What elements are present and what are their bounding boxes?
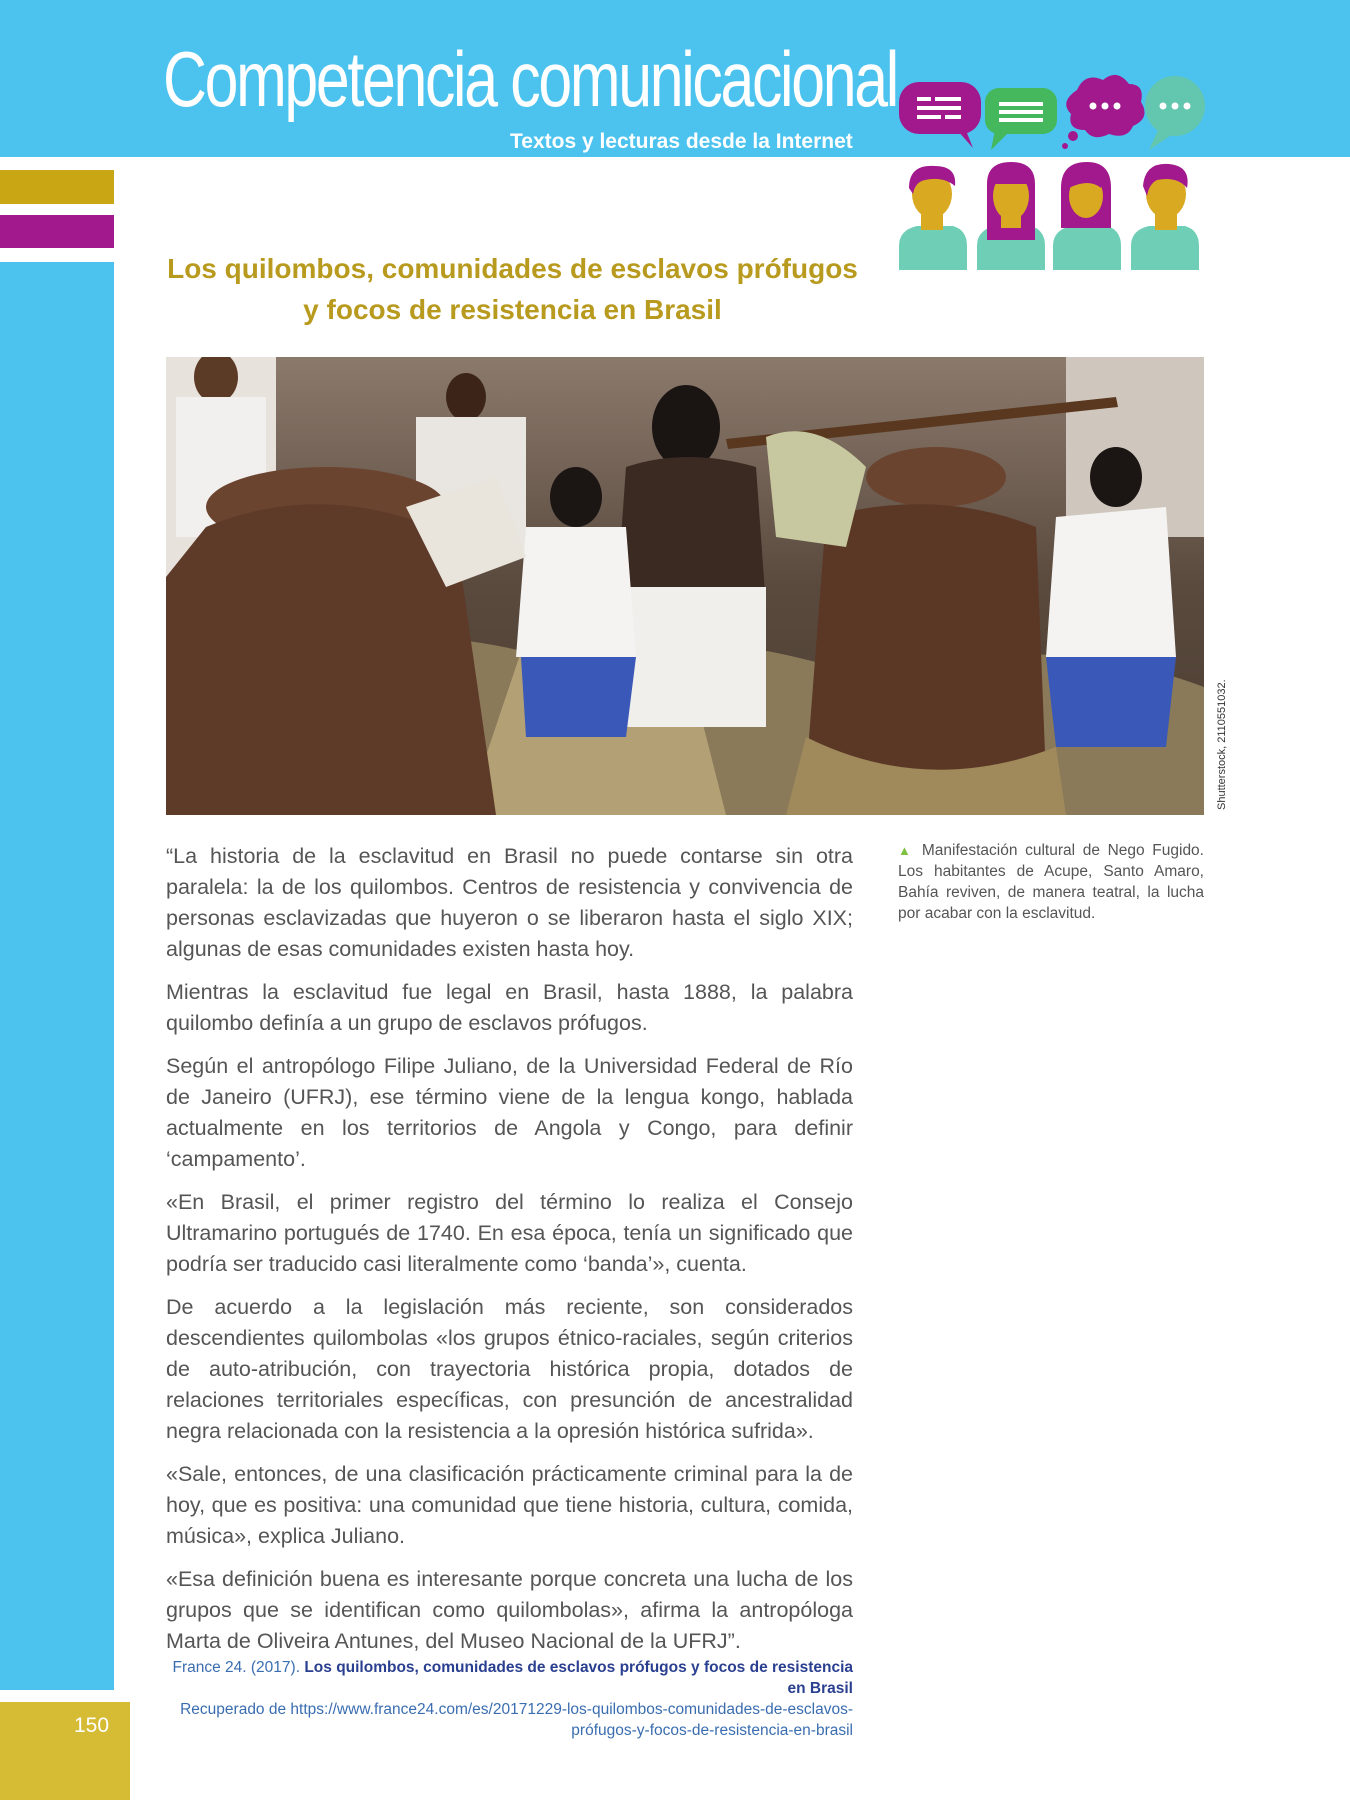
paragraph: Mientras la esclavitud fue legal en Brasil, hasta 1888, la palabra quilombo definía a un grupo de esclavos prófugos. xyxy=(166,980,853,1035)
section-title: Competencia comunicacional xyxy=(163,35,897,123)
chat-bubble-lines-icon xyxy=(899,82,981,148)
gold-stripe xyxy=(0,170,114,204)
triangle-icon: ▲ xyxy=(898,843,915,858)
paragraph: De acuerdo a la legislación más reciente, son considerados descendientes quilombolas «los grupos étnico-raciales, según criterios de auto-atribución, con trayectoria histórica propia, dotados de relaciones territoriales específicas, con presunción de ancestralidad negra relacionada con la resistencia a la opresión histórica sufrida». xyxy=(166,1295,853,1443)
paragraph: Según el antropólogo Filipe Juliano, de la Universidad Federal de Río de Janeiro (UFRJ), ese término viene de la lengua kongo, hablada actualmente en los territorios de Angola y Congo, para definir ‘campamento’. xyxy=(166,1054,853,1171)
chat-bubbles-illustration xyxy=(895,70,1210,155)
photo-credit: Shutterstock, 2110551032. xyxy=(1216,679,1228,810)
article-title: Los quilombos, comunidades de esclavos prófugos y focos de resistencia en Brasil xyxy=(167,253,858,325)
chat-bubble-lines-icon xyxy=(985,88,1057,150)
chat-bubble-dots-icon xyxy=(1062,75,1145,149)
purple-stripe xyxy=(0,215,114,248)
person-icon xyxy=(1053,162,1121,270)
paragraph: «Esa definición buena es interesante porque concreta una lucha de los grupos que se identifican como quilombolas», afirma la antropóloga Marta de Oliveira Antunes, del Museo Nacional de la UFRJ”. xyxy=(166,1567,853,1653)
caption-text: Manifestación cultural de Nego Fugido. Los habitantes de Acupe, Santo Amaro, Bahía reviven, de manera teatral, la lucha por acabar con la esclavitud. xyxy=(898,842,1204,922)
person-icon xyxy=(1131,164,1199,270)
page-number: 150 xyxy=(74,1714,110,1737)
citation-source: France 24. (2017). xyxy=(172,1659,301,1676)
person-icon xyxy=(977,162,1045,270)
section-subtitle: Textos y lecturas desde la Internet xyxy=(510,130,853,153)
citation-title: Los quilombos, comunidades de esclavos prófugos y focos de resistencia en Brasil xyxy=(304,1659,853,1697)
photo-nego-fugido xyxy=(166,357,1204,815)
citation xyxy=(166,1657,853,1741)
paragraph: “La historia de la esclavitud en Brasil no puede contarse sin otra paralela: la de los quilombos. Centros de resistencia y convivencia de personas esclavizadas que huyeron o se liberaron hasta el siglo XIX; algunas de esas comunidades existen hasta hoy. xyxy=(166,844,853,961)
people-illustration xyxy=(895,158,1210,270)
photo-caption xyxy=(898,840,1204,924)
footer-block xyxy=(0,1702,130,1800)
left-margin-bar xyxy=(0,262,114,1690)
chat-bubble-dots-icon xyxy=(1145,76,1205,150)
paragraph: «En Brasil, el primer registro del término lo realiza el Consejo Ultramarino portugués de 1740. En esa época, tenía un significado que podría ser traducido casi literalmente como ‘banda’», cuenta. xyxy=(166,1190,853,1276)
citation-link[interactable]: Recuperado de https://www.france24.com/es/20171229-los-quilombos-comunidades-de-esclavos-prófugos-y-focos-de-resistencia-en-brasil xyxy=(180,1701,853,1739)
person-icon xyxy=(899,166,967,270)
article-body xyxy=(166,841,853,1669)
paragraph: «Sale, entonces, de una clasificación prácticamente criminal para la de hoy, que es positiva: una comunidad que tiene historia, cultura, comida, música», explica Juliano. xyxy=(166,1462,853,1548)
